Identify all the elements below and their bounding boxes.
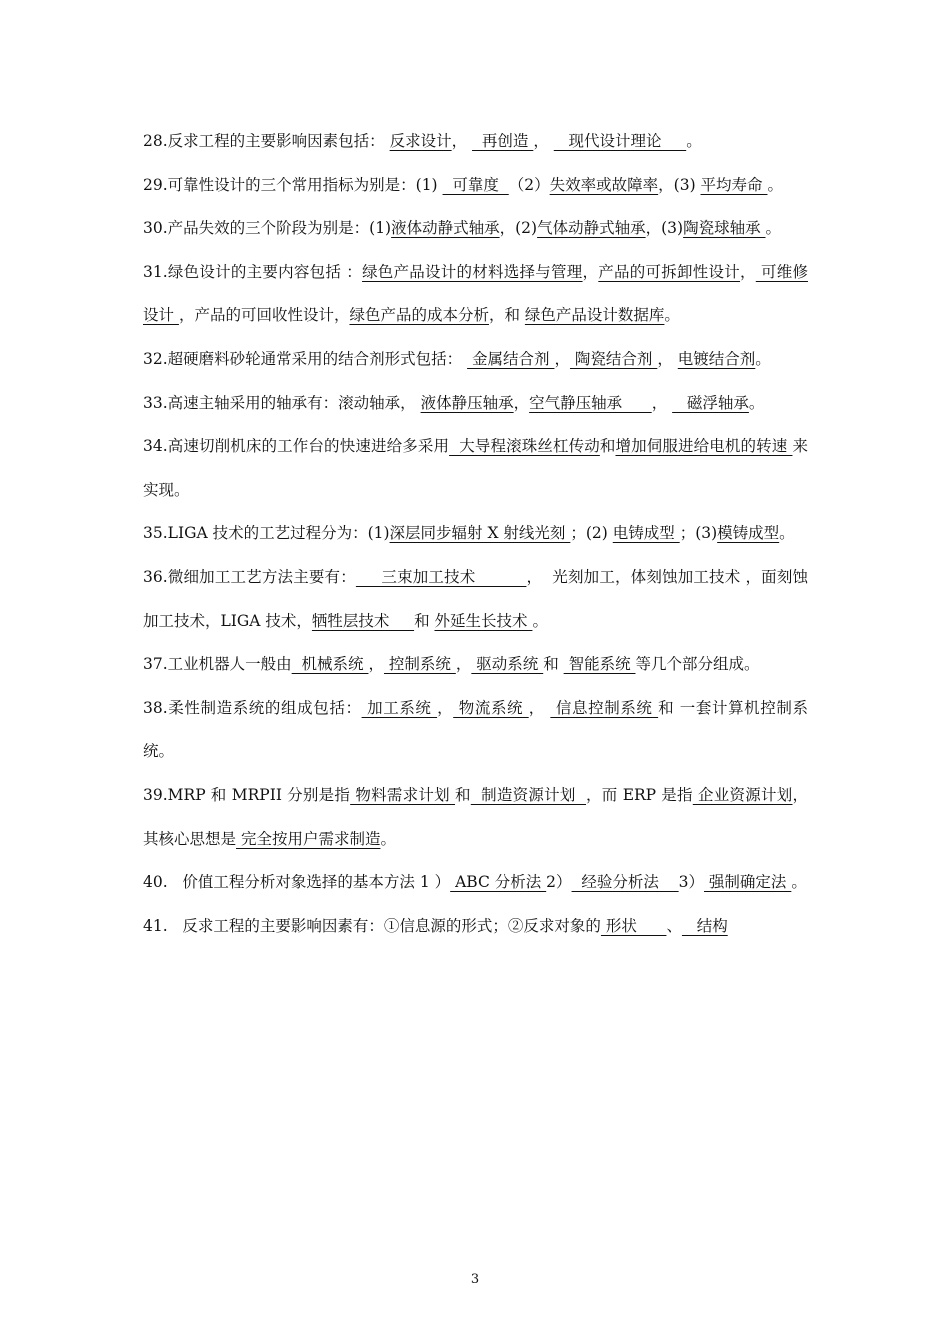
- answer-blank: 深层同步辐射 X 射线光刻: [389, 524, 571, 543]
- question-text: （2）: [508, 175, 550, 194]
- question-text: 39.MRP 和 MRPII 分别是指: [143, 785, 351, 804]
- question-text: 40. 价值工程分析对象选择的基本方法 1 ）: [143, 873, 451, 892]
- question-text: 和 一套计算机控制系统。: [143, 698, 808, 761]
- answer-blank: 绿色产品的成本分析: [349, 306, 489, 325]
- answer-blank: 大导程滚珠丝杠传动: [449, 437, 600, 456]
- question-text: 。: [532, 611, 548, 630]
- answer-blank: 信息控制系统: [550, 698, 659, 717]
- answer-blank: 三束加工技术: [355, 567, 527, 586]
- question-text: ，其核心思想是: [143, 785, 808, 848]
- question-text: 41. 反求工程的主要影响因素有：①信息源的形式；②反求对象的: [143, 916, 601, 935]
- answer-blank: 液体静压轴承: [420, 393, 514, 412]
- answer-blank: 气体动静式轴承: [537, 219, 646, 238]
- question-q37: [143, 643, 808, 687]
- answer-blank: 机械系统: [291, 655, 369, 674]
- question-text: 。: [791, 873, 807, 892]
- answer-blank: 形状: [600, 916, 667, 935]
- answer-blank: 控制系统: [383, 655, 456, 674]
- question-text: 37.工业机器人一般由: [143, 655, 292, 674]
- question-q41: [143, 905, 808, 949]
- question-text: ，: [582, 262, 599, 281]
- answer-blank: 结构: [681, 916, 728, 935]
- question-text: 等几个部分组成。: [635, 655, 760, 674]
- question-text: 3）: [678, 873, 704, 892]
- question-text: 。: [765, 219, 782, 238]
- question-text: 29.可靠性设计的三个常用指标为别是：(1): [143, 175, 443, 194]
- question-q30: [143, 207, 808, 251]
- answer-blank: 物料需求计划: [350, 785, 456, 804]
- question-text: 。: [755, 349, 771, 368]
- question-q39: [143, 774, 808, 861]
- question-text: ；(3): [679, 524, 718, 543]
- question-text: ；(2): [570, 524, 613, 543]
- question-q29: [143, 164, 808, 208]
- answer-blank: 智能系统: [563, 655, 636, 674]
- answer-blank: 驱动系统: [471, 655, 544, 674]
- answer-blank: 可维修设计: [143, 262, 808, 325]
- question-text: 36.微细加工工艺方法主要有：: [143, 567, 356, 586]
- question-text: 34.高速切削机床的工作台的快速进给多采用: [143, 437, 450, 456]
- question-text: ，而 ERP 是指: [586, 785, 693, 804]
- question-text: 。: [664, 306, 680, 325]
- answer-blank: 反求设计: [389, 132, 452, 150]
- answer-blank: 产品的可拆卸性设计: [598, 262, 741, 281]
- answer-blank: 可靠度: [442, 175, 509, 194]
- question-text: 30.产品失效的三个阶段为别是：(1): [143, 219, 392, 238]
- question-text: ，: [513, 393, 530, 412]
- question-text: 。: [779, 524, 795, 543]
- question-text: ，: [455, 655, 472, 674]
- question-text: 。: [380, 829, 396, 848]
- question-text: 和: [543, 655, 564, 674]
- answer-blank: 物流系统: [453, 698, 529, 717]
- question-text: 38.柔性制造系统的组成包括：: [143, 698, 362, 717]
- answer-blank: 完全按用户需求制造: [236, 829, 381, 848]
- question-text: 32.超硬磨料砂轮通常采用的结合剂形式包括：: [143, 349, 468, 368]
- question-text: 28.反求工程的主要影响因素包括：: [143, 132, 390, 150]
- question-q33: [143, 382, 808, 426]
- answer-blank: 绿色产品设计的材料选择与管理: [362, 262, 583, 281]
- question-text: ，: [451, 132, 473, 150]
- question-q35: [143, 512, 808, 556]
- answer-blank: 加工系统: [361, 698, 438, 717]
- question-q40: [143, 861, 808, 905]
- answer-blank: 金属结合剂: [467, 349, 555, 368]
- question-q38: [143, 687, 808, 774]
- question-text: ，(2): [499, 219, 538, 238]
- answer-blank: 失效率或故障率: [549, 175, 659, 194]
- question-text: ，(3): [645, 219, 684, 238]
- answer-blank: 平均寿命: [700, 175, 768, 194]
- answer-blank: 经验分析法: [571, 873, 679, 892]
- answer-blank: 强制确定法: [703, 873, 792, 892]
- question-text: 和: [455, 785, 471, 804]
- answer-blank: 外延生长技术: [434, 611, 533, 630]
- question-text: 。: [767, 175, 783, 194]
- answer-blank: 液体动静式轴承: [391, 219, 500, 238]
- answer-blank: 磁浮轴承: [672, 393, 749, 412]
- answer-blank: 电铸成型: [612, 524, 680, 543]
- answer-blank: 增加伺服进给电机的转速: [615, 437, 793, 456]
- question-text: 33.高速主轴采用的轴承有：滚动轴承，: [143, 393, 421, 412]
- question-text: 。: [748, 393, 765, 412]
- question-text: 2）: [546, 873, 572, 892]
- answer-blank: 陶瓷结合剂: [569, 349, 658, 368]
- answer-blank: 再创造: [472, 132, 534, 150]
- question-q32: [143, 338, 808, 382]
- question-text: ，和: [488, 306, 525, 325]
- question-text: ，: [437, 698, 454, 717]
- question-text: 和: [414, 611, 435, 630]
- question-q31: [143, 251, 808, 338]
- answer-blank: 牺牲层技术: [311, 611, 415, 630]
- answer-blank: ABC 分析法: [450, 873, 547, 892]
- question-text: 31.绿色设计的主要内容包括 ：: [143, 262, 363, 281]
- question-q34: [143, 425, 808, 512]
- question-text: ， 光刻加工，体刻蚀加工技术 ，面刻蚀加工技术，LIGA 技术，: [143, 567, 808, 630]
- question-text: 。: [686, 132, 702, 150]
- question-q28: [143, 120, 808, 164]
- question-text: ，(3): [658, 175, 701, 194]
- question-q36: [143, 556, 808, 643]
- answer-blank: 企业资源计划: [692, 785, 793, 804]
- question-text: ，: [528, 698, 551, 717]
- page-number: 3: [470, 1272, 480, 1287]
- answer-blank: 绿色产品设计数据库: [524, 306, 665, 325]
- answer-blank: 陶瓷球轴承: [683, 219, 766, 238]
- question-text: 和: [599, 437, 616, 456]
- question-text: 、: [666, 916, 682, 935]
- answer-blank: 模铸成型: [717, 524, 780, 543]
- question-text: ，: [740, 262, 756, 281]
- question-list: [143, 120, 808, 948]
- question-text: ，产品的可回收性设计，: [178, 306, 350, 325]
- answer-blank: 制造资源计划: [470, 785, 587, 804]
- answer-blank: 空气静压轴承: [529, 393, 652, 412]
- question-text: ，: [368, 655, 384, 674]
- question-text: 来实现。: [143, 437, 808, 499]
- question-text: ，: [554, 349, 570, 368]
- question-text: 35.LIGA 技术的工艺过程分为：(1): [143, 524, 390, 543]
- answer-blank: 电镀结合剂: [677, 349, 756, 368]
- question-text: ，: [651, 393, 673, 412]
- question-text: ，: [657, 349, 678, 368]
- question-text: ，: [533, 132, 554, 150]
- answer-blank: 现代设计理论: [553, 132, 687, 150]
